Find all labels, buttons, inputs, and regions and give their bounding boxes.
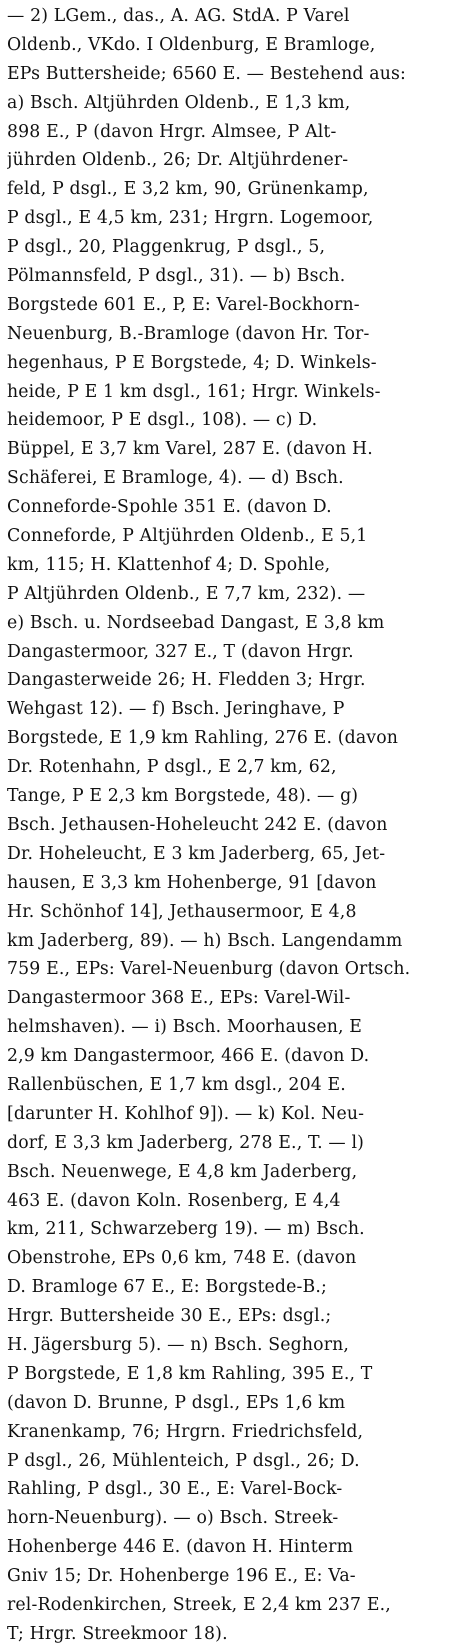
text-line: heide, P E 1 km dsgl., 161; Hrgr. Winkels- (7, 381, 381, 402)
text-line: Gniv 15; Dr. Hohenberge 196 E., E: Va- (7, 1566, 356, 1587)
text-line: P dsgl., E 4,5 km, 231; Hrgrn. Logemoor, (7, 208, 374, 229)
text-line: (davon D. Brunne, P dsgl., EPs 1,6 km (7, 1392, 346, 1413)
text-line: P Altjührden Oldenb., E 7,7 km, 232). — (7, 583, 366, 604)
text-line: km Jaderberg, 89). — h) Bsch. Langendamm (7, 930, 403, 951)
text-line: 898 E., P (davon Hrgr. Almsee, P Alt- (7, 121, 337, 142)
text-line: — 2) LGem., das., A. AG. StdA. P Varel (7, 6, 350, 26)
text-line: Bsch. Jethausen-Hoheleucht 242 E. (davon (7, 814, 388, 835)
text-line: Tange, P E 2,3 km Borgstede, 48). — g) (7, 786, 359, 807)
text-line: Büppel, E 3,7 km Varel, 287 E. (davon H. (7, 439, 373, 460)
text-line: P dsgl., 26, Mühlenteich, P dsgl., 26; D. (7, 1450, 360, 1471)
text-line: P Borgstede, E 1,8 km Rahling, 395 E., T (7, 1363, 373, 1384)
text-line: Conneforde-Spohle 351 E. (davon D. (7, 497, 332, 518)
text-line: a) Bsch. Altjührden Oldenb., E 1,3 km, (7, 92, 351, 113)
text-line: rel-Rodenkirchen, Streek, E 2,4 km 237 E., (7, 1594, 391, 1615)
text-line: Dangastermoor, 327 E., T (davon Hrgr. (7, 641, 354, 662)
text-line: hegenhaus, P E Borgstede, 4; D. Winkels- (7, 352, 377, 373)
text-line: [darunter H. Kohlhof 9]). — k) Kol. Neu- (7, 1103, 365, 1124)
text-line: helmshaven). — i) Bsch. Moorhausen, E (7, 1017, 363, 1038)
text-line: D. Bramloge 67 E., E: Borgstede-B.; (7, 1277, 327, 1298)
text-line: 2,9 km Dangastermoor, 466 E. (davon D. (7, 1046, 370, 1067)
text-line: Dangasterweide 26; H. Fledden 3; Hrgr. (7, 670, 366, 691)
text-line: Dr. Rotenhahn, P dsgl., E 2,7 km, 62, (7, 757, 337, 778)
text-line: EPs Buttersheide; 6560 E. — Bestehend aus: (7, 63, 406, 84)
text-line: P dsgl., 20, Plaggenkrug, P dsgl., 5, (7, 237, 326, 258)
text-line: 759 E., EPs: Varel-Neuenburg (davon Ortsch. (7, 959, 411, 980)
text-line: Bsch. Neuenwege, E 4,8 km Jaderberg, (7, 1161, 358, 1182)
text-line: Rallenbüschen, E 1,7 km dsgl., 204 E. (7, 1074, 346, 1095)
text-line: horn-Neuenburg). — o) Bsch. Streek- (7, 1508, 339, 1529)
text-line: Hr. Schönhof 14], Jethausermoor, E 4,8 (7, 901, 357, 922)
text-line: Borgstede, E 1,9 km Rahling, 276 E. (davon (7, 728, 399, 749)
text-line: T; Hrgr. Streekmoor 18). (7, 1623, 228, 1644)
text-line: km, 115; H. Klattenhof 4; D. Spohle, (7, 554, 331, 575)
text-line: Dangastermoor 368 E., EPs: Varel-Wil- (7, 988, 351, 1009)
text-line: Pölmannsfeld, P dsgl., 31). — b) Bsch. (7, 266, 346, 287)
text-line: Wehgast 12). — f) Bsch. Jeringhave, P (7, 699, 345, 720)
text-line: Kranenkamp, 76; Hrgrn. Friedrichsfeld, (7, 1421, 364, 1442)
text-line: dorf, E 3,3 km Jaderberg, 278 E., T. — l) (7, 1132, 365, 1153)
text-line: km, 211, Schwarzeberg 19). — m) Bsch. (7, 1219, 365, 1240)
text-line: e) Bsch. u. Nordseebad Dangast, E 3,8 km (7, 612, 385, 633)
text-line: Borgstede 601 E., P, E: Varel-Bockhorn- (7, 294, 360, 315)
text-line: Neuenburg, B.-Bramloge (davon Hr. Tor- (7, 323, 370, 344)
text-line: Conneforde, P Altjührden Oldenb., E 5,1 (7, 526, 368, 547)
text-line: 463 E. (davon Koln. Rosenberg, E 4,4 (7, 1190, 341, 1211)
text-line: Hohenberge 446 E. (davon H. Hinterm (7, 1537, 354, 1558)
text-line: feld, P dsgl., E 3,2 km, 90, Grünenkamp, (7, 179, 369, 200)
text-line: Oldenb., VKdo. I Oldenburg, E Bramloge, (7, 34, 376, 55)
text-line: Obenstrohe, EPs 0,6 km, 748 E. (davon (7, 1248, 357, 1269)
text-line: heidemoor, P E dsgl., 108). — c) D. (7, 410, 318, 431)
text-line: Rahling, P dsgl., 30 E., E: Varel-Bock- (7, 1479, 343, 1500)
text-line: Dr. Hoheleucht, E 3 km Jaderberg, 65, Jet- (7, 843, 386, 864)
text-line: jührden Oldenb., 26; Dr. Altjührdener- (7, 150, 349, 171)
text-line: Hrgr. Buttersheide 30 E., EPs: dsgl.; (7, 1306, 332, 1327)
text-line: H. Jägersburg 5). — n) Bsch. Seghorn, (7, 1334, 350, 1355)
text-line: hausen, E 3,3 km Hohenberge, 91 [davon (7, 872, 377, 893)
text-line: Schäferei, E Bramloge, 4). — d) Bsch. (7, 468, 344, 489)
